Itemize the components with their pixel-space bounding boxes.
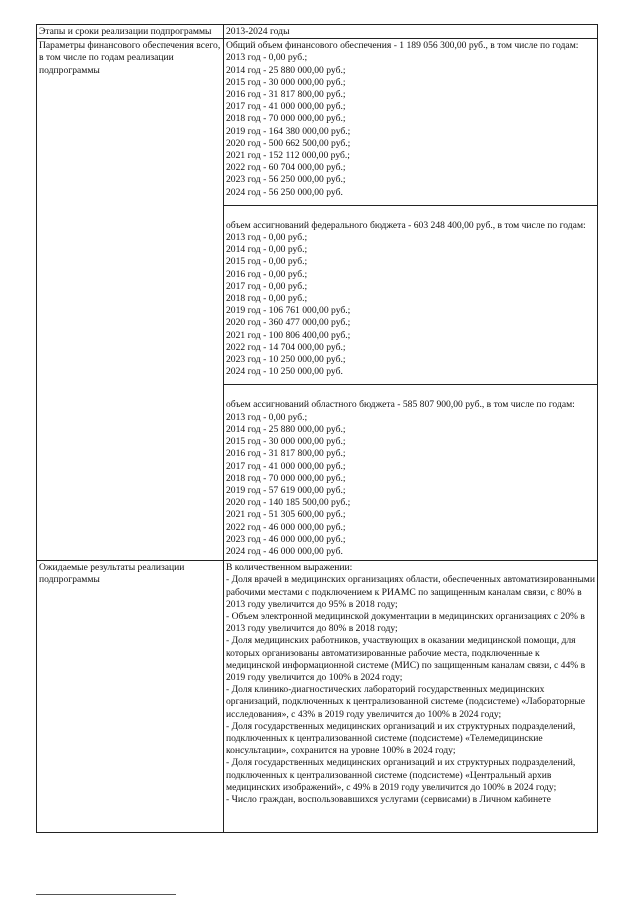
result-item: - Доля врачей в медицинских организациях области, обеспеченных автоматизированными рабочими местами с подключением к РИАМС по защищенным каналам связи, с 80% в 2013 году увеличится до 95% в 2018 году;	[226, 574, 595, 610]
finance-label: Параметры финансового обеспечения всего, в том числе по годам реализации подпрограммы	[37, 39, 224, 561]
results-intro: В количественном выражении:	[226, 562, 353, 574]
federal-funding-intro: объем ассигнований федерального бюджета - 603 248 400,00 руб., в том числе по годам:	[226, 219, 586, 231]
stages-row	[37, 25, 598, 39]
total-year-line: 2015 год - 30 000 000,00 руб.;	[226, 76, 346, 88]
regional-year-line: 2021 год - 51 305 600,00 руб.;	[226, 509, 346, 521]
finance-row	[37, 39, 598, 561]
regional-year-line: 2014 год - 25 880 000,00 руб.;	[226, 423, 346, 435]
finance-value-cell	[224, 39, 598, 561]
regional-funding-years	[226, 412, 595, 558]
results-label: Ожидаемые результаты реализации подпрограммы	[37, 561, 224, 833]
regional-year-line: 2016 год - 31 817 800,00 руб.;	[226, 448, 346, 460]
total-funding-intro: Общий объем финансового обеспечения - 1 189 056 300,00 руб., в том числе по годам:	[226, 40, 579, 52]
federal-year-line: 2013 год - 0,00 руб.;	[226, 232, 308, 244]
federal-funding-block	[224, 205, 597, 385]
total-year-line: 2013 год - 0,00 руб.;	[226, 52, 308, 64]
total-year-line: 2018 год - 70 000 000,00 руб.;	[226, 113, 346, 125]
result-item: - Объем электронной медицинской документации в медицинских организациях с 20% в 2013 году увеличится до 80% в 2018 году;	[226, 610, 585, 635]
total-year-line: 2022 год - 60 704 000,00 руб.;	[226, 162, 346, 174]
results-row	[37, 561, 598, 833]
regional-year-line: 2017 год - 41 000 000,00 руб.;	[226, 460, 346, 472]
federal-year-line: 2021 год - 100 806 400,00 руб.;	[226, 329, 351, 341]
regional-year-line: 2015 год - 30 000 000,00 руб.;	[226, 436, 346, 448]
result-item: - Доля государственных медицинских организаций и их структурных подразделений, подключенных к централизованной системе (подсистеме) «Телемедицинские консультации», сохранится на уровне 100% в 2024 году;	[226, 720, 576, 757]
federal-year-line: 2022 год - 14 704 000,00 руб.;	[226, 341, 346, 353]
total-year-line: 2016 год - 31 817 800,00 руб.;	[226, 89, 346, 101]
federal-year-line: 2017 год - 0,00 руб.;	[226, 280, 308, 292]
federal-year-line: 2016 год - 0,00 руб.;	[226, 268, 308, 280]
regional-year-line: 2022 год - 46 000 000,00 руб.;	[226, 521, 346, 533]
federal-year-line: 2018 год - 0,00 руб.;	[226, 293, 308, 305]
regional-year-line: 2023 год - 46 000 000,00 руб.;	[226, 533, 346, 545]
federal-year-line: 2023 год - 10 250 000,00 руб.;	[226, 354, 346, 366]
total-year-line: 2019 год - 164 380 000,00 руб.;	[226, 125, 351, 137]
federal-year-line: 2024 год - 10 250 000,00 руб.	[226, 366, 343, 378]
result-item: - Число граждан, воспользовавшихся услугами (сервисами) в Личном кабинете	[226, 793, 551, 805]
federal-year-line: 2019 год - 106 761 000,00 руб.;	[226, 305, 351, 317]
total-year-line: 2021 год - 152 112 000,00 руб.;	[226, 150, 350, 162]
federal-funding-years	[226, 232, 595, 378]
results-value-cell	[224, 561, 598, 833]
regional-year-line: 2020 год - 140 185 500,00 руб.;	[226, 497, 351, 509]
result-item: - Доля медицинских работников, участвующих в оказании медицинской помощи, для которых организованы автоматизированные рабочие места, подключенные к медицинской информационной системе (МИС) по защищенным каналам связи, с 44% в 2019 году увеличится до 100% в 2024 году;	[226, 635, 586, 683]
total-year-line: 2024 год - 56 250 000,00 руб.	[226, 186, 343, 198]
subprogram-passport-table	[36, 24, 598, 833]
footnote-rule	[36, 894, 176, 895]
regional-funding-block	[224, 384, 597, 560]
results-list	[226, 574, 595, 806]
stages-value: 2013-2024 годы	[224, 25, 598, 39]
regional-year-line: 2018 год - 70 000 000,00 руб.;	[226, 472, 346, 484]
regional-funding-intro: объем ассигнований областного бюджета - 585 807 900,00 руб., в том числе по годам:	[226, 399, 575, 411]
total-year-line: 2017 год - 41 000 000,00 руб.;	[226, 101, 346, 113]
federal-year-line: 2020 год - 360 477 000,00 руб.;	[226, 317, 351, 329]
total-year-line: 2020 год - 500 662 500,00 руб.;	[226, 137, 351, 149]
total-year-line: 2023 год - 56 250 000,00 руб.;	[226, 174, 346, 186]
total-year-line: 2014 год - 25 880 000,00 руб.;	[226, 64, 346, 76]
stages-label: Этапы и сроки реализации подпрограммы	[37, 25, 224, 39]
total-funding-years	[226, 52, 595, 198]
regional-year-line: 2019 год - 57 619 000,00 руб.;	[226, 484, 346, 496]
regional-year-line: 2024 год - 46 000 000,00 руб.	[226, 545, 343, 557]
result-item: - Доля клинико-диагностических лабораторий государственных медицинских организаций, подключенных к централизованной системе (подсистеме) «Лабораторные исследования», с 43% в 2019 году увеличится до 100% в 2024 году;	[226, 684, 585, 720]
federal-year-line: 2015 год - 0,00 руб.;	[226, 256, 308, 268]
federal-year-line: 2014 год - 0,00 руб.;	[226, 244, 308, 256]
regional-year-line: 2013 год - 0,00 руб.;	[226, 411, 308, 423]
total-funding-block	[224, 39, 597, 205]
result-item: - Доля государственных медицинских организаций и их структурных подразделений, подключенных к централизованной системе (подсистеме) «Центральный архив медицинских изображений», с 49% в 2019 году увеличится до 100% в 2024 году;	[226, 757, 576, 793]
